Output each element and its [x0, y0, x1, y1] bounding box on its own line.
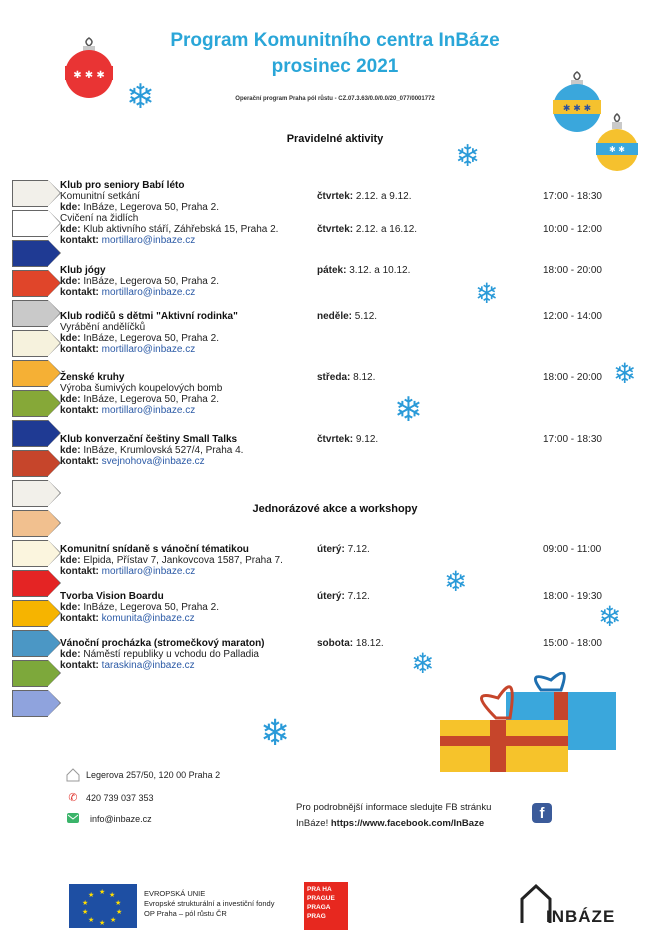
house-icon [66, 768, 80, 782]
activity-title: Klub rodičů s dětmi "Aktivní rodinka" [60, 311, 238, 322]
facebook-link[interactable]: https://www.facebook.com/InBaze [330, 818, 485, 829]
activity-row-text [60, 213, 138, 224]
activity-row [60, 287, 660, 298]
field-label: kde: [60, 649, 81, 660]
contact-email-link[interactable]: mortillaro@inbaze.cz [98, 344, 196, 355]
activity-day-value: 3.12. a 10.12. [346, 265, 411, 276]
facebook-note-line2-prefix: InBáze! [296, 818, 331, 829]
activity-day-label: sobota: [317, 638, 354, 649]
location-value: Klub aktivního stáří, Záhřebská 15, Praha 2. [80, 224, 279, 235]
activity-row-text [60, 649, 259, 660]
activity-time: 17:00 - 18:30 [543, 434, 602, 445]
activity-block [60, 638, 660, 671]
activity-header [60, 591, 660, 602]
activity-description: Vyrábění andělíčků [60, 322, 146, 333]
activity-row [60, 394, 660, 405]
activity-time: 12:00 - 14:00 [543, 311, 602, 322]
activity-day [317, 638, 384, 649]
activity-day-label: středa: [317, 372, 351, 383]
location-value: InBáze, Legerova 50, Praha 2. [80, 394, 219, 405]
praha-logo-line: PRAGA [307, 904, 331, 911]
activity-day-label: čtvrtek: [317, 224, 354, 235]
field-label: kde: [60, 394, 81, 405]
color-tab [12, 240, 48, 267]
color-tab [12, 510, 48, 537]
activity-header [60, 180, 660, 191]
facebook-note-line2 [296, 816, 491, 832]
svg-text:✱ ✱: ✱ ✱ [609, 145, 625, 154]
activity-row [60, 213, 660, 224]
operational-program-note: Operační program Praha pól růstu - CZ.07.3.63/0.0/0.0/20_077/0001772 [235, 96, 435, 102]
snowflake-icon: ❄ [394, 391, 423, 429]
activity-description: Výroba šumivých koupelových bomb [60, 383, 223, 394]
field-label: kontakt: [60, 660, 99, 671]
color-tab [12, 570, 48, 597]
activity-row-text [60, 555, 283, 566]
activity-row-text [60, 344, 195, 355]
activity-row-text [60, 456, 205, 467]
activity-row-text [60, 333, 219, 344]
activity-time: 15:00 - 18:00 [543, 638, 602, 649]
activity-block [60, 372, 660, 416]
color-tab [12, 360, 48, 387]
activity-row [60, 224, 660, 235]
field-label: kde: [60, 224, 81, 235]
activity-row [60, 555, 660, 566]
activity-day [317, 434, 378, 445]
activity-day [317, 191, 412, 202]
snowflake-icon: ❄ [475, 278, 499, 309]
contact-email-link[interactable]: taraskina@inbaze.cz [98, 660, 195, 671]
contact-email-link[interactable]: komunita@inbaze.cz [98, 613, 195, 624]
field-label: kontakt: [60, 613, 99, 624]
activity-row-text [60, 224, 278, 235]
field-label: kde: [60, 445, 81, 456]
activity-time: 18:00 - 20:00 [543, 372, 602, 383]
svg-text:✱ ✱ ✱: ✱ ✱ ✱ [562, 104, 592, 114]
activity-row [60, 445, 660, 456]
activity-title: Tvorba Vision Boardu [60, 591, 164, 602]
activity-time: 10:00 - 12:00 [543, 224, 602, 235]
activity-description: Komunitní setkání [60, 191, 141, 202]
activity-row [60, 383, 660, 394]
field-label: kde: [60, 602, 81, 613]
activity-block [60, 265, 660, 298]
contact-email-link[interactable]: mortillaro@inbaze.cz [98, 235, 196, 246]
activity-row-text [60, 660, 195, 671]
activity-title: Vánoční procházka (stromečkový maraton) [60, 638, 265, 649]
location-value: InBáze, Legerova 50, Praha 2. [80, 202, 219, 213]
location-value: InBáze, Legerova 50, Praha 2. [80, 602, 219, 613]
activity-title: Klub jógy [60, 265, 106, 276]
activity-day-value: 18.12. [353, 638, 384, 649]
activity-row [60, 235, 660, 246]
color-tab [12, 270, 48, 297]
activity-day [317, 372, 375, 383]
field-label: kontakt: [60, 287, 99, 298]
color-tab [12, 540, 48, 567]
activity-time: 18:00 - 19:30 [543, 591, 602, 602]
facebook-note-line1: Pro podrobnější informace sledujte FB stránku [296, 802, 492, 813]
activity-row [60, 649, 660, 660]
activity-day-label: pátek: [317, 265, 347, 276]
mail-icon [66, 812, 80, 824]
activity-row [60, 333, 660, 344]
activity-row [60, 202, 660, 213]
activity-row-text [60, 287, 195, 298]
activity-row [60, 276, 660, 287]
color-tabs [12, 180, 48, 720]
activity-row-text [60, 191, 140, 202]
activity-row-text [60, 202, 219, 213]
activity-row-text [60, 566, 195, 577]
eu-logo-text [144, 889, 274, 919]
praha-logo-line: PRAGUE [307, 895, 335, 902]
activity-day [317, 311, 377, 322]
title-line-1: Program Komunitního centra InBáze [170, 30, 500, 51]
color-tab [12, 180, 48, 207]
activity-title: Ženské kruhy [60, 372, 125, 383]
activity-day [317, 224, 417, 235]
eu-line-2: Evropské strukturální a investiční fondy [144, 899, 275, 908]
footer-address: Legerova 257/50, 120 00 Praha 2 [86, 770, 221, 780]
color-tab [12, 330, 48, 357]
activity-day-label: neděle: [317, 311, 353, 322]
activity-time: 18:00 - 20:00 [543, 265, 602, 276]
activity-row [60, 660, 660, 671]
location-value: InBáze, Krumlovská 527/4, Praha 4. [80, 445, 244, 456]
activity-row [60, 191, 660, 202]
location-value: Elpida, Přístav 7, Jankovcova 1587, Praha 7. [80, 555, 283, 566]
activity-day-value: 7.12. [344, 544, 370, 555]
activity-block [60, 544, 660, 577]
activity-row-text [60, 445, 243, 456]
activity-block [60, 591, 660, 624]
activity-day-value: 2.12. a 9.12. [353, 191, 412, 202]
praha-logo-line: PRA HA [307, 886, 332, 893]
activity-day-value: 7.12. [344, 591, 370, 602]
activity-header [60, 434, 660, 445]
activity-block [60, 180, 660, 246]
snowflake-icon: ❄ [598, 601, 622, 632]
activity-header [60, 638, 660, 649]
activity-header [60, 311, 660, 322]
location-value: Náměstí republiky u vchodu do Palladia [80, 649, 259, 660]
activity-day-label: čtvrtek: [317, 434, 354, 445]
activity-day-value: 9.12. [353, 434, 379, 445]
color-tab [12, 450, 48, 477]
activity-day-label: úterý: [317, 544, 345, 555]
activity-day-label: úterý: [317, 591, 345, 602]
activity-header [60, 372, 660, 383]
snowflake-icon: ❄ [613, 358, 637, 389]
activity-day-label: čtvrtek: [317, 191, 354, 202]
color-tab [12, 630, 48, 657]
location-value: InBáze, Legerova 50, Praha 2. [80, 333, 219, 344]
activity-row [60, 613, 660, 624]
location-value: InBáze, Legerova 50, Praha 2. [80, 276, 219, 287]
eu-flag-icon: ★ ★ ★ ★ ★ ★ ★ ★ ★ ★ [69, 884, 137, 928]
eu-line-1: EVROPSKÁ UNIE [144, 889, 206, 898]
activity-row [60, 405, 660, 416]
field-label: kontakt: [60, 235, 99, 246]
contact-email-link[interactable]: mortillaro@inbaze.cz [98, 287, 196, 298]
footer-phone: 420 739 037 353 [86, 793, 154, 803]
gift-icon [436, 672, 628, 776]
activity-time: 17:00 - 18:30 [543, 191, 602, 202]
contact-email-link[interactable]: svejnohova@inbaze.cz [98, 456, 205, 467]
section-oneoff-heading: Jednorázové akce a workshopy [252, 503, 418, 515]
activity-title: Klub konverzační češtiny Small Talks [60, 434, 238, 445]
activity-row-text [60, 602, 219, 613]
title-line-2: prosinec 2021 [271, 56, 399, 77]
field-label: kontakt: [60, 566, 99, 577]
activity-row-text [60, 613, 195, 624]
footer-email[interactable]: info@inbaze.cz [90, 814, 152, 824]
eu-line-3: OP Praha – pól růstu ČR [144, 909, 227, 918]
activity-row [60, 566, 660, 577]
activity-row [60, 344, 660, 355]
section-regular-heading: Pravidelné aktivity [286, 133, 384, 145]
activity-day-value: 5.12. [352, 311, 378, 322]
activity-row-text [60, 235, 195, 246]
activity-row-text [60, 405, 195, 416]
activity-title: Klub pro seniory Babí léto [60, 180, 185, 191]
ornament-icon [60, 36, 118, 98]
snowflake-icon: ❄ [260, 712, 291, 753]
inbaze-logo [520, 883, 616, 933]
contact-email-link[interactable]: mortillaro@inbaze.cz [98, 566, 196, 577]
activity-header [60, 265, 660, 276]
activity-title: Komunitní snídaně s vánoční tématikou [60, 544, 249, 555]
activity-row-text [60, 394, 219, 405]
activity-time: 09:00 - 11:00 [543, 544, 602, 555]
activity-description: Cvičení na židlích [60, 213, 139, 224]
facebook-icon[interactable]: f [532, 803, 552, 823]
activity-day [317, 544, 370, 555]
color-tab [12, 390, 48, 417]
activity-row-text [60, 276, 219, 287]
color-tab [12, 660, 48, 687]
praha-logo [304, 882, 348, 930]
activity-day-value: 2.12. a 16.12. [353, 224, 418, 235]
color-tab [12, 690, 48, 717]
facebook-note [296, 800, 491, 832]
activity-row [60, 322, 660, 333]
color-tab [12, 420, 48, 447]
inbaze-logo-text: INBÁZE [546, 907, 616, 926]
field-label: kontakt: [60, 405, 99, 416]
activity-row-text [60, 383, 222, 394]
snowflake-icon: ❄ [411, 648, 435, 679]
field-label: kde: [60, 202, 81, 213]
field-label: kontakt: [60, 344, 99, 355]
snowflake-icon: ❄ [455, 140, 481, 173]
praha-logo-line: PRAG [307, 913, 326, 920]
activity-header [60, 544, 660, 555]
color-tab [12, 300, 48, 327]
color-tab [12, 600, 48, 627]
color-tab [12, 480, 48, 507]
field-label: kde: [60, 555, 81, 566]
activity-day [317, 265, 410, 276]
activity-row-text [60, 322, 145, 333]
field-label: kde: [60, 276, 81, 287]
activity-row [60, 456, 660, 467]
activity-day [317, 591, 370, 602]
color-tab [12, 210, 48, 237]
field-label: kde: [60, 333, 81, 344]
snowflake-icon: ❄ [444, 566, 468, 597]
contact-email-link[interactable]: mortillaro@inbaze.cz [98, 405, 196, 416]
activity-row [60, 602, 660, 613]
field-label: kontakt: [60, 456, 99, 467]
activity-block [60, 434, 660, 467]
activity-block [60, 311, 660, 355]
phone-icon: ✆ [68, 792, 78, 804]
svg-text:✱ ✱ ✱: ✱ ✱ ✱ [73, 70, 105, 81]
snowflake-icon: ❄ [126, 78, 155, 116]
activity-day-value: 8.12. [350, 372, 376, 383]
